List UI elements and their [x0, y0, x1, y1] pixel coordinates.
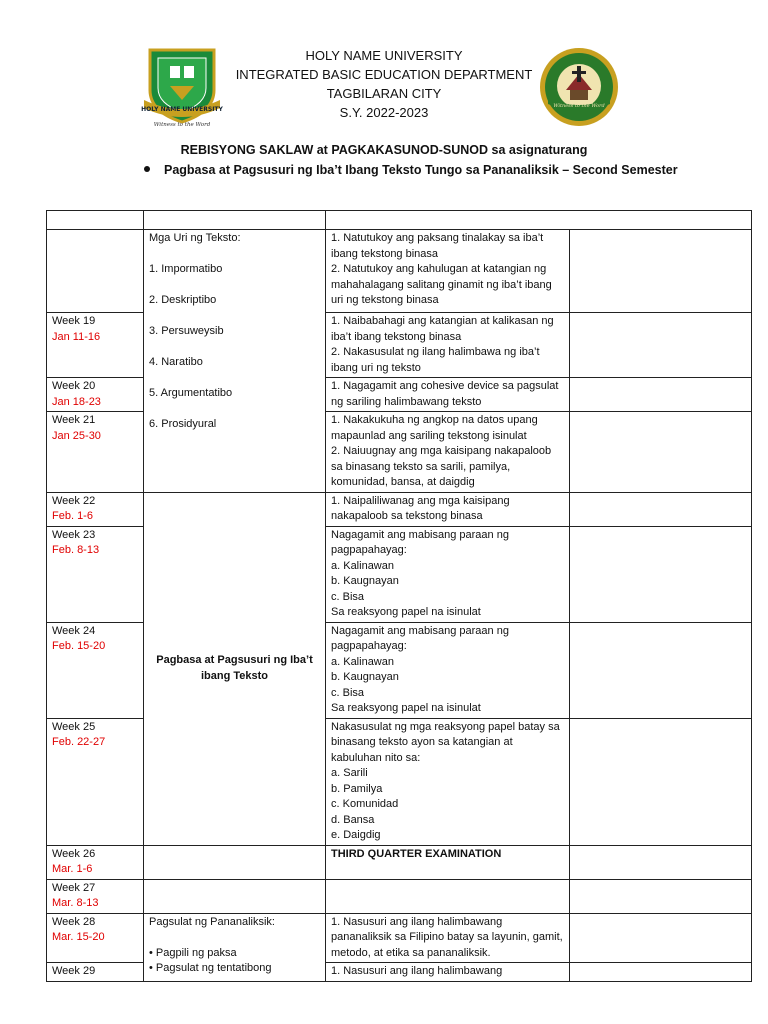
svg-text:Witness to the Word: Witness to the Word [153, 122, 211, 128]
week-label: Week 28 [52, 915, 96, 928]
remarks-cell [570, 963, 752, 982]
competency-line: 1. Naipaliliwanag ang mga kaisipang nakapaloob sa tekstong binasa [331, 494, 510, 522]
svg-text:Witness to the Word: Witness to the Word [553, 103, 605, 109]
week-cell [47, 230, 144, 313]
remarks-cell [570, 913, 752, 963]
competency-line: b. Kaugnayan [331, 575, 399, 587]
competency-cell [326, 963, 570, 982]
week-date: Feb. 22-27 [52, 736, 106, 748]
week-cell [47, 718, 144, 845]
topic-item: • Pagpili ng paksa [149, 946, 320, 962]
competency-line: c. Bisa [331, 686, 365, 699]
remarks-cell [570, 622, 752, 718]
document-header [0, 46, 768, 122]
remarks-cell [570, 718, 752, 845]
table-header-row [47, 211, 752, 230]
competency-line: b. Pamilya [331, 782, 383, 795]
exam-label: THIRD QUARTER EXAMINATION [331, 847, 502, 860]
competency-cell [326, 378, 570, 412]
remarks-cell [570, 230, 752, 313]
week-cell [47, 313, 144, 378]
competency-line: c. Bisa [331, 590, 365, 603]
competency-cell [326, 718, 570, 845]
week-cell [47, 879, 144, 913]
week-cell [47, 622, 144, 718]
topic-item: 5. Argumentatibo [149, 387, 233, 399]
competency-cell [326, 879, 570, 913]
competency-line: Nagagamit ang mabisang paraan ng pagpapahayag: [331, 624, 509, 652]
bullet-icon [144, 166, 150, 172]
topic-item: • Pagsulat ng tentatibong [149, 961, 320, 977]
competency-line: 1. Nagagamit ang cohesive device sa pagsulat ng sariling halimbawang teksto [331, 380, 559, 408]
header-cell [47, 211, 144, 230]
school-year: S.Y. 2022-2023 [339, 105, 429, 120]
curriculum-table [46, 210, 752, 982]
competency-line: d. Bansa [331, 813, 375, 826]
remarks-cell [570, 845, 752, 879]
week-date: Jan 25-30 [52, 429, 101, 442]
week-label: Week 27 [52, 881, 96, 894]
topic-cell [144, 913, 326, 981]
competency-line: a. Sarili [331, 767, 368, 779]
subject-text: Pagbasa at Pagsusuri ng Iba’t Ibang Teksto Tungo sa Pananaliksik – Second Semester [164, 163, 678, 177]
week-date: Jan 11-16 [52, 330, 101, 343]
week-label: Week 20 [52, 380, 96, 392]
remarks-cell [570, 879, 752, 913]
competency-line: Nagagamit ang mabisang paraan ng pagpapahayag: [331, 528, 509, 556]
week-label: Week 29 [52, 965, 96, 977]
competency-cell [326, 526, 570, 622]
table-row [47, 913, 752, 963]
week-cell [47, 526, 144, 622]
week-label: Week 19 [52, 315, 96, 327]
week-date: Mar. 8-13 [52, 897, 99, 909]
topic-item: 2. Deskriptibo [149, 294, 217, 306]
week-cell [47, 913, 144, 963]
week-date: Mar. 1-6 [52, 863, 93, 875]
header-cell [144, 211, 326, 230]
week-cell [47, 492, 144, 526]
topic-item: 1. Impormatibo [149, 263, 223, 275]
competency-cell [326, 913, 570, 963]
week-label: Week 21 [52, 414, 96, 426]
remarks-cell [570, 412, 752, 493]
week-date: Feb. 15-20 [52, 640, 106, 652]
topic-group-title: Mga Uri ng Teksto: [149, 232, 241, 244]
week-cell [47, 412, 144, 493]
competency-line: Sa reaksyong papel na isinulat [331, 702, 481, 714]
competency-line: b. Kaugnayan [331, 671, 399, 683]
week-label: Week 24 [52, 624, 96, 637]
competency-line: a. Kalinawan [331, 559, 394, 572]
remarks-cell [570, 492, 752, 526]
competency-line: Nakasusulat ng mga reaksyong papel batay sa binasang teksto ayon sa katangian at kabuluhan nito sa: [331, 720, 560, 764]
competency-cell [326, 412, 570, 493]
table-row [47, 845, 752, 879]
competency-line: 1. Natutukoy ang paksang tinalakay sa iba’t ibang tekstong binasa [331, 232, 544, 260]
city-name: TAGBILARAN CITY [326, 86, 442, 101]
remarks-cell [570, 526, 752, 622]
week-cell [47, 845, 144, 879]
svg-text:HOLY NAME UNIVERSITY: HOLY NAME UNIVERSITY [141, 106, 223, 113]
subject-line [144, 163, 678, 177]
competency-cell [326, 622, 570, 718]
week-date: Feb. 8-13 [52, 544, 100, 556]
competency-line: 2. Natutukoy ang kahulugan at katangian ng mahahalagang salitang ginamit ng iba’t ibang uri ng tekstong binasa [331, 263, 552, 306]
header-cell [326, 211, 752, 230]
topic-cell [144, 879, 326, 913]
table-row [47, 230, 752, 313]
competency-line: c. Komunidad [331, 798, 399, 810]
competency-line: e. Daigdig [331, 829, 381, 841]
week-cell [47, 378, 144, 412]
competency-line: 1. Nasusuri ang ilang halimbawang [331, 965, 503, 977]
topic-item: 3. Persuweysib [149, 325, 224, 337]
topic-item: 6. Prosidyural [149, 418, 217, 430]
remarks-cell [570, 313, 752, 378]
week-label: Week 26 [52, 847, 96, 860]
university-name: HOLY NAME UNIVERSITY [305, 48, 463, 63]
table-row [47, 879, 752, 913]
competency-line: Sa reaksyong papel na isinulat [331, 606, 481, 618]
week-label: Week 22 [52, 494, 96, 507]
topic-cell [144, 230, 326, 493]
week-cell [47, 963, 144, 982]
document-subtitle: REBISYONG SAKLAW at PAGKAKASUNOD-SUNOD sa asignaturang [180, 143, 588, 157]
competency-line: a. Kalinawan [331, 655, 394, 668]
competency-line: 2. Naiuugnay ang mga kaisipang nakapaloob sa binasang teksto sa sarili, pamilya, komunidad, bansa, at daigdig [331, 445, 552, 488]
topic-group-title: Pagsulat ng Pananaliksik: [149, 915, 275, 928]
week-date: Mar. 15-20 [52, 931, 105, 943]
competency-cell [326, 230, 570, 313]
week-label: Week 25 [52, 720, 96, 733]
department-name: INTEGRATED BASIC EDUCATION DEPARTMENT [235, 67, 533, 82]
topic-item: 4. Naratibo [149, 356, 203, 368]
competency-line: 2. Nakasusulat ng ilang halimbawa ng iba’t ibang uri ng teksto [331, 346, 540, 374]
topic-group-title: Pagbasa at Pagsusuri ng Iba’t ibang Teksto [156, 654, 313, 682]
competency-cell [326, 845, 570, 879]
remarks-cell [570, 378, 752, 412]
competency-line: 1. Nakakukuha ng angkop na datos upang mapaunlad ang sariling tekstong isinulat [331, 414, 538, 442]
table-row [47, 492, 752, 526]
competency-line: 1. Nasusuri ang ilang halimbawang pananaliksik sa Filipino batay sa layunin, gamit, metodo, at etika sa pananaliksik. [331, 915, 563, 959]
week-date: Feb. 1-6 [52, 510, 93, 522]
topic-cell [144, 845, 326, 879]
topic-cell [144, 492, 326, 845]
week-label: Week 23 [52, 528, 96, 541]
week-date: Jan 18-23 [52, 395, 101, 408]
competency-cell [326, 313, 570, 378]
competency-cell [326, 492, 570, 526]
competency-line: 1. Naibabahagi ang katangian at kalikasan ng iba’t ibang tekstong binasa [331, 315, 554, 343]
